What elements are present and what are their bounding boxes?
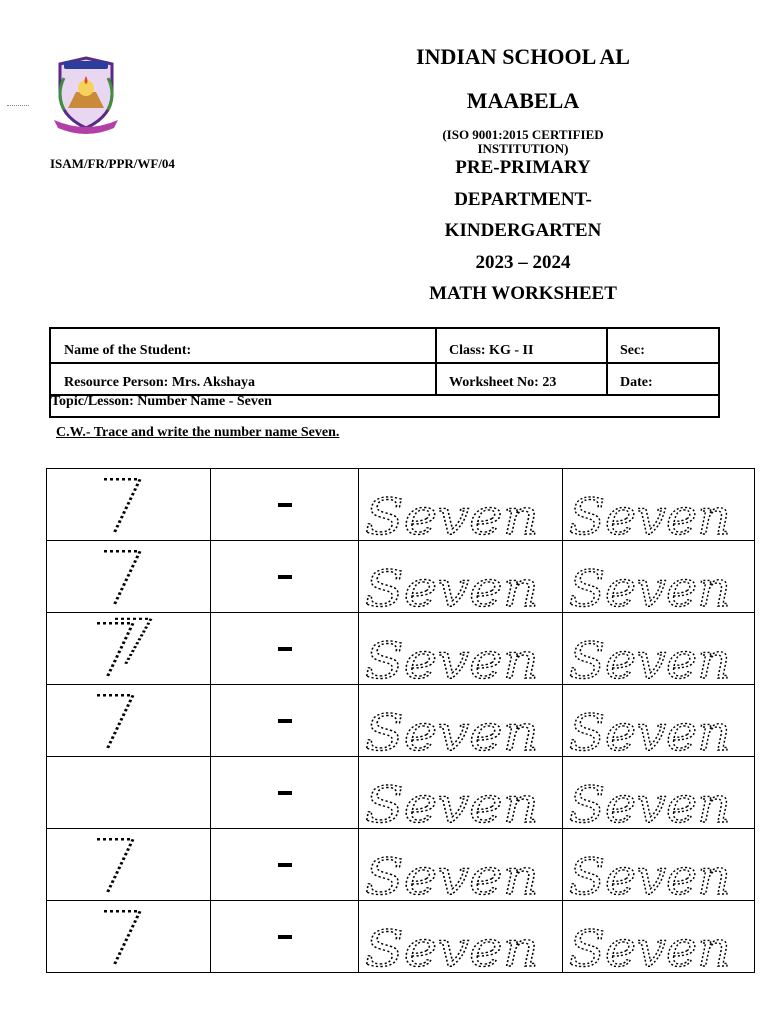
word-trace-cell[interactable] [563, 829, 755, 901]
academic-year: 2023 – 2024 [475, 252, 571, 273]
instruction-text: C.W.- Trace and write the number name Seven. [56, 425, 340, 440]
school-name-line1: INDIAN SCHOOL AL [416, 44, 630, 69]
word-trace-cell[interactable] [563, 685, 755, 757]
separator-cell [211, 757, 359, 829]
topic-label: Topic/Lesson: Number Name - Seven [51, 394, 272, 409]
traced-word: Seven [365, 703, 539, 756]
dotted-numeral-seven [47, 686, 211, 756]
dotted-word-seven [563, 614, 755, 684]
school-logo [50, 54, 122, 138]
dotted-numeral-seven [47, 830, 211, 900]
traced-word: Seven [569, 559, 731, 612]
trace-row [47, 901, 755, 973]
dotted-word-seven [359, 542, 563, 612]
dotted-word-seven [359, 686, 563, 756]
word-trace-cell[interactable] [359, 541, 563, 613]
trace-row [47, 757, 755, 829]
traced-word: Seven [569, 775, 731, 828]
date-label: Date: [620, 375, 653, 390]
dotted-word-seven [563, 542, 755, 612]
number-trace-cell[interactable] [47, 685, 211, 757]
word-trace-cell[interactable] [359, 613, 563, 685]
number-trace-cell[interactable] [47, 901, 211, 973]
number-trace-cell[interactable] [47, 829, 211, 901]
separator-cell [211, 685, 359, 757]
dash-mark [278, 719, 292, 723]
school-name-line2: MAABELA [466, 88, 580, 113]
dotted-numeral-seven [47, 902, 211, 972]
worksheet-number-label: Worksheet No: 23 [449, 375, 557, 390]
department-line1: PRE-PRIMARY [455, 157, 591, 178]
form-code: ISAM/FR/PPR/WF/04 [50, 156, 175, 171]
traced-word: Seven [569, 847, 731, 900]
dotted-numeral-seven [47, 470, 211, 540]
dash-mark [278, 503, 292, 507]
dotted-word-seven [359, 758, 563, 828]
dotted-word-seven [359, 614, 563, 684]
trace-row [47, 469, 755, 541]
word-trace-cell[interactable] [359, 469, 563, 541]
separator-cell [211, 541, 359, 613]
word-trace-cell[interactable] [563, 757, 755, 829]
traced-word: Seven [365, 919, 539, 972]
iso-certification: (ISO 9001:2015 CERTIFIED INSTITUTION) [442, 127, 604, 156]
word-trace-cell[interactable] [359, 757, 563, 829]
number-trace-cell[interactable] [47, 757, 211, 829]
dotted-word-seven [563, 830, 755, 900]
info-divider [606, 329, 608, 394]
word-trace-cell[interactable] [563, 901, 755, 973]
separator-cell [211, 901, 359, 973]
traced-word: Seven [569, 919, 731, 972]
traced-word: Seven [365, 847, 539, 900]
trace-row [47, 685, 755, 757]
dotted-word-seven [563, 758, 755, 828]
dotted-word-seven [359, 902, 563, 972]
traced-word: Seven [365, 631, 539, 684]
class-label: Class: KG - II [449, 343, 534, 358]
traced-word: Seven [365, 487, 539, 540]
separator-cell [211, 613, 359, 685]
student-name-label: Name of the Student: [64, 343, 192, 358]
resource-person-label: Resource Person: Mrs. Akshaya [64, 375, 256, 390]
dotted-word-seven [563, 470, 755, 540]
dotted-numeral-seven [47, 542, 211, 612]
dotted-word-seven [359, 830, 563, 900]
word-trace-cell[interactable] [359, 901, 563, 973]
traced-word: Seven [569, 703, 731, 756]
dash-mark [278, 791, 292, 795]
trace-row [47, 613, 755, 685]
dotted-word-seven [359, 470, 563, 540]
traced-word: Seven [365, 775, 539, 828]
word-trace-cell[interactable] [563, 613, 755, 685]
word-trace-cell[interactable] [359, 829, 563, 901]
word-trace-cell[interactable] [359, 685, 563, 757]
number-trace-cell[interactable] [47, 541, 211, 613]
number-trace-cell[interactable] [47, 469, 211, 541]
dotted-numeral-seven [47, 614, 211, 684]
dash-mark [278, 935, 292, 939]
department-line2: DEPARTMENT- [454, 189, 592, 210]
traced-word: Seven [569, 631, 731, 684]
worksheet-title: MATH WORKSHEET [429, 283, 617, 304]
tracing-grid [46, 468, 755, 973]
dash-mark [278, 647, 292, 651]
trace-row [47, 541, 755, 613]
decorative-dotted-mark [7, 105, 29, 107]
student-info-box [49, 327, 720, 418]
section-label: Sec: [620, 343, 645, 358]
word-trace-cell[interactable] [563, 469, 755, 541]
dotted-word-seven [563, 686, 755, 756]
separator-cell [211, 469, 359, 541]
number-trace-cell[interactable] [47, 613, 211, 685]
trace-row [47, 829, 755, 901]
word-trace-cell[interactable] [563, 541, 755, 613]
separator-cell [211, 829, 359, 901]
dotted-word-seven [563, 902, 755, 972]
info-divider [435, 329, 437, 394]
dash-mark [278, 863, 292, 867]
dash-mark [278, 575, 292, 579]
traced-word: Seven [365, 559, 539, 612]
traced-word: Seven [569, 487, 731, 540]
department-line3: KINDERGARTEN [444, 220, 602, 241]
